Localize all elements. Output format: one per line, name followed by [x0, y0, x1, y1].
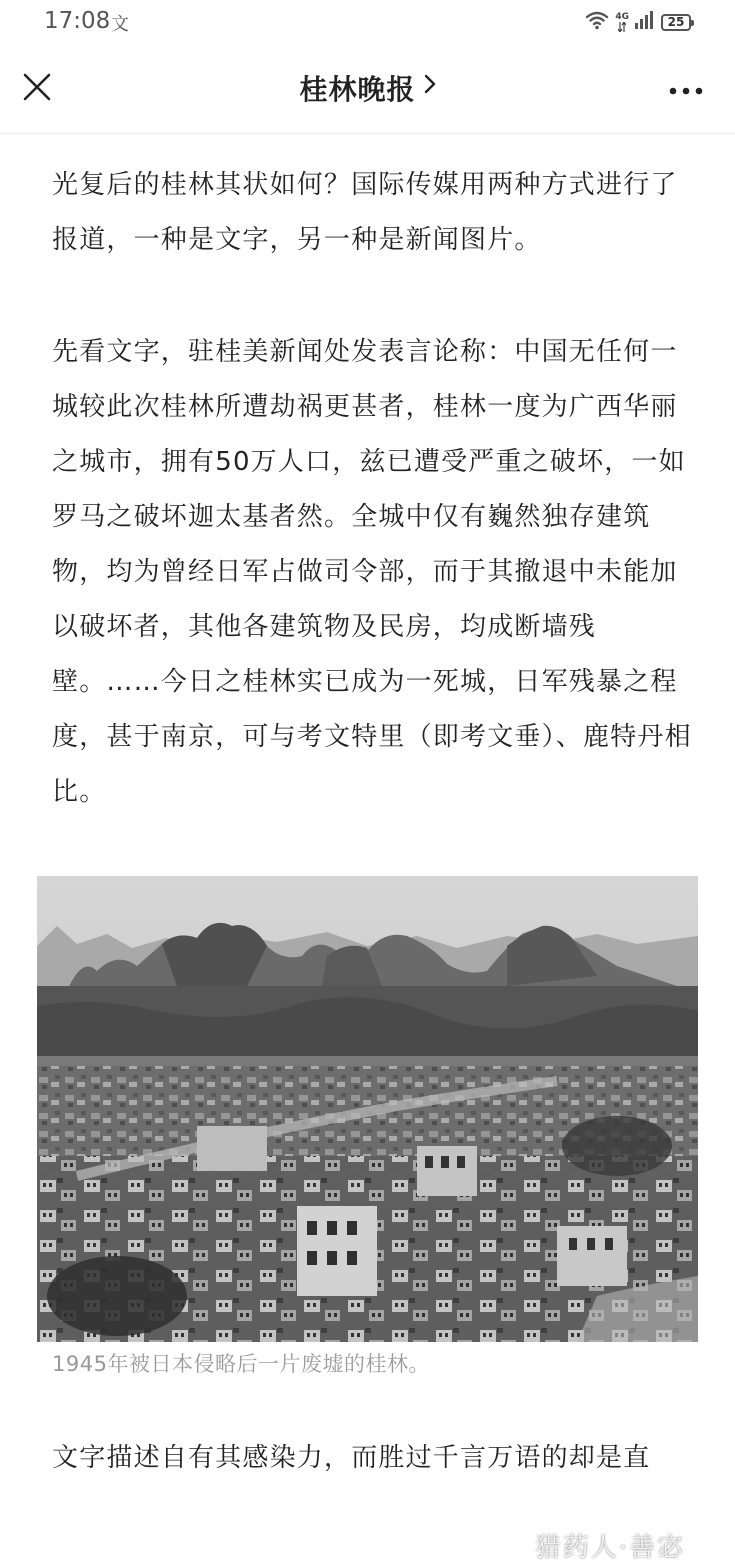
article-photo[interactable]: [37, 876, 698, 1342]
ruined-city-photo: [37, 876, 698, 1342]
more-button[interactable]: [663, 66, 709, 112]
battery-icon: 25: [661, 14, 691, 31]
article-paragraph: 文字描述自有其感染力，而胜过千言万语的却是直: [52, 1443, 651, 1473]
nav-bar: [0, 46, 735, 134]
status-time: 17:08: [44, 8, 111, 34]
status-bar: [0, 0, 735, 46]
nav-title: 桂林晚报: [299, 73, 416, 106]
more-icon: [669, 80, 703, 99]
account-title-link[interactable]: [0, 68, 735, 108]
photo-caption: 1945年被日本侵略后一片废墟的桂林。: [52, 1352, 430, 1376]
wifi-icon: [585, 10, 609, 34]
article-paragraph: 光复后的桂林其状如何？国际传媒用两种方式进行了报道，一种是文字，另一种是新闻图片。: [52, 170, 678, 255]
watermark: 猎药人·善宓: [534, 1533, 685, 1563]
status-icons: [585, 11, 691, 33]
ime-indicator: 文: [111, 14, 129, 35]
article-paragraph: 先看文字，驻桂美新闻处发表言论称：中国无任何一城较此次桂林所遭劫祸更甚者，桂林一度为广西华丽之城市，拥有50万人口，兹已遭受严重之破坏，一如罗马之破坏迦太基者然。全城中仅有巍然独存建筑物，均为曾经日军占做司令部，而于其撤退中未能加以破坏者，其他各建筑物及民房，均成断墙残壁。……今日之桂林实已成为一死城，日军残暴之程度，甚于南京，可与考文特里（即考文垂）、鹿特丹相比。: [52, 337, 692, 807]
chevron-right-icon: [424, 74, 436, 98]
network-type: 4G: [615, 13, 629, 32]
signal-icon: [635, 11, 655, 33]
